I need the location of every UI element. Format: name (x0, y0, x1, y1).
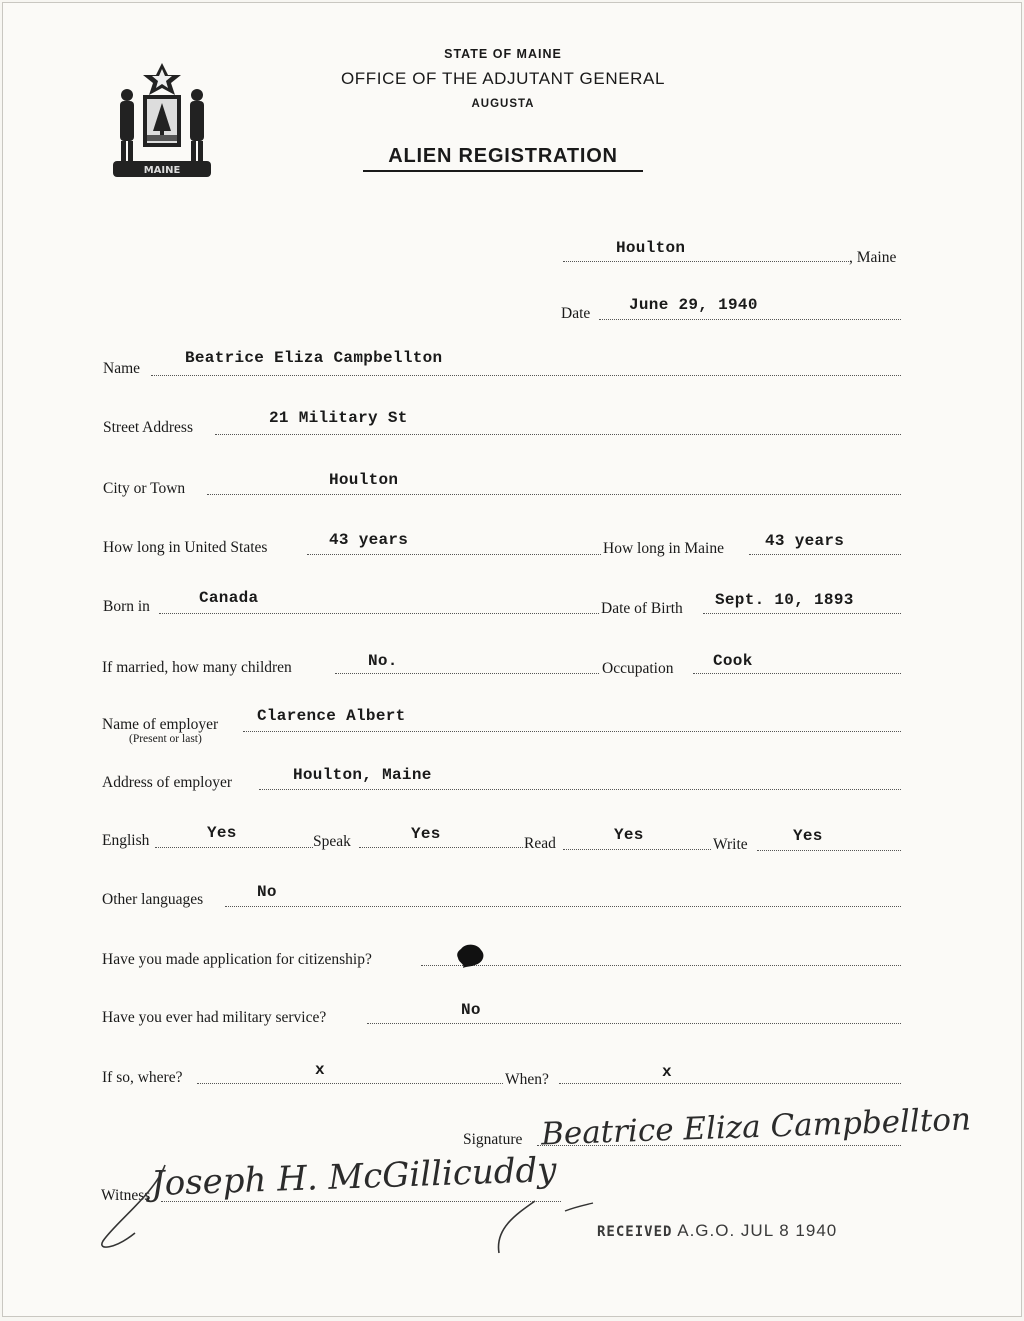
speak-label: Speak (313, 833, 351, 850)
children-value: No. (368, 652, 398, 670)
signature-label: Signature (463, 1131, 523, 1148)
born-in-line (159, 613, 599, 614)
english-label: English (102, 832, 150, 849)
form-title: ALIEN REGISTRATION (363, 145, 643, 172)
street-line (215, 434, 901, 435)
received-stamp (597, 1221, 837, 1241)
ink-blot-icon (453, 941, 487, 971)
born-in-label: Born in (103, 598, 150, 615)
city-label: City or Town (103, 480, 186, 497)
signature-value: Beatrice Eliza Campbellton (540, 1101, 972, 1153)
speak-value: Yes (411, 825, 441, 843)
military-label: Have you ever had military service? (102, 1009, 327, 1026)
alien-registration-form (2, 2, 1022, 1317)
birth-date-label: Date of Birth (601, 600, 683, 617)
place-suffix: , Maine (849, 249, 897, 266)
maine-duration-value: 43 years (765, 532, 845, 550)
name-value: Beatrice Eliza Campbellton (185, 349, 443, 367)
place-line (563, 261, 849, 262)
when-line (559, 1083, 901, 1084)
employer-line (243, 731, 901, 732)
witness-flourish-icon (95, 1153, 595, 1263)
where-line (197, 1083, 503, 1084)
state-seal-icon (107, 61, 217, 183)
employer-address-label: Address of employer (102, 774, 232, 791)
city-heading: AUGUSTA (471, 98, 535, 110)
children-label: If married, how many children (102, 659, 292, 676)
children-line (335, 673, 599, 674)
where-value: x (315, 1061, 325, 1079)
us-duration-value: 43 years (329, 531, 409, 549)
employer-sublabel: (Present or last) (129, 733, 202, 745)
read-label: Read (524, 835, 556, 852)
city-line (207, 494, 901, 495)
birth-date-value: Sept. 10, 1893 (715, 591, 854, 609)
citizenship-line (421, 965, 901, 966)
employer-address-value: Houlton, Maine (293, 766, 432, 784)
employer-label: Name of employer (102, 716, 219, 733)
occupation-value: Cook (713, 652, 753, 670)
military-value: No (461, 1001, 481, 1019)
english-value: Yes (207, 824, 237, 842)
birth-date-line (703, 613, 901, 614)
seal-maine-text: MAINE (143, 165, 181, 176)
street-value: 21 Military St (269, 409, 408, 427)
employer-value: Clarence Albert (257, 707, 406, 725)
received-stamp-text: A.G.O. JUL 8 1940 (677, 1221, 838, 1240)
place-value: Houlton (616, 239, 686, 257)
where-label: If so, where? (102, 1069, 183, 1086)
military-line (367, 1023, 901, 1024)
speak-line (359, 847, 523, 848)
occupation-line (693, 673, 901, 674)
maine-duration-label: How long in Maine (603, 540, 724, 557)
maine-duration-line (749, 554, 901, 555)
witness-signature: Joseph H. McGillicuddy (150, 1149, 558, 1205)
read-value: Yes (614, 826, 644, 844)
english-line (155, 847, 313, 848)
other-languages-line (225, 906, 901, 907)
office-heading: OFFICE OF THE ADJUTANT GENERAL (340, 69, 666, 88)
date-line (599, 319, 901, 320)
when-value: x (662, 1063, 672, 1081)
when-label: When? (505, 1071, 549, 1088)
write-line (757, 850, 901, 851)
employer-address-line (259, 789, 901, 790)
citizenship-label: Have you made application for citizenship? (102, 951, 372, 968)
city-value: Houlton (329, 471, 399, 489)
other-languages-label: Other languages (102, 891, 204, 908)
state-heading: STATE OF MAINE (444, 47, 562, 61)
street-label: Street Address (103, 419, 193, 436)
occupation-label: Occupation (602, 660, 674, 677)
witness-label: Witness (101, 1187, 151, 1204)
born-in-value: Canada (199, 589, 259, 607)
name-line (151, 375, 901, 376)
us-duration-line (307, 554, 601, 555)
read-line (563, 849, 711, 850)
received-stamp-prefix: RECEIVED (597, 1224, 673, 1240)
date-value: June 29, 1940 (629, 296, 758, 314)
date-label: Date (561, 305, 591, 322)
us-duration-label: How long in United States (103, 539, 268, 556)
name-label: Name (103, 360, 141, 377)
write-value: Yes (793, 827, 823, 845)
write-label: Write (713, 836, 748, 853)
other-languages-value: No (257, 883, 277, 901)
